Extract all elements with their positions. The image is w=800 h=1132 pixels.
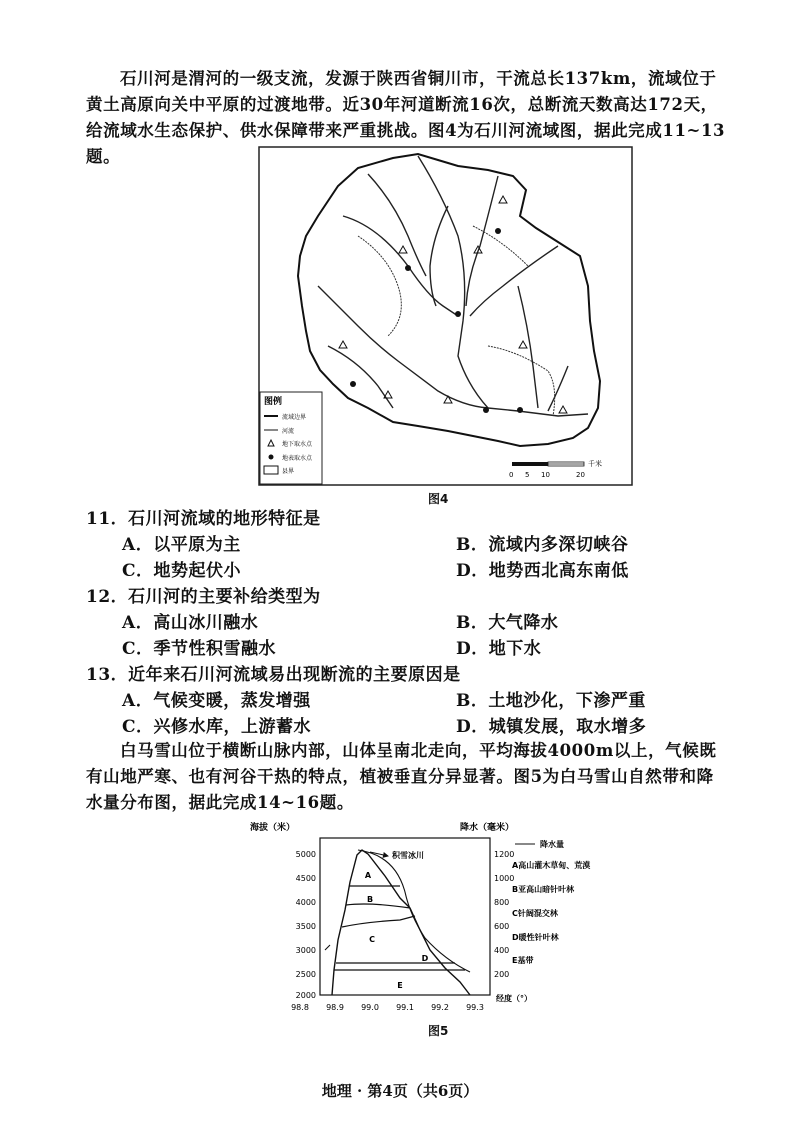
q12-option-a: A．高山冰川融水 (122, 613, 259, 633)
legend-zone-c: C针阔混交林 (512, 909, 558, 918)
zone-c: C (369, 935, 375, 944)
q11-option-c: C．地势起伏小 (122, 561, 242, 581)
x-tick-99.1: 99.1 (396, 1003, 414, 1012)
y-right-tick-1200: 1200 (494, 850, 515, 859)
legend-surface-water: 地表取水点 (282, 455, 313, 462)
q11-option-a: A．以平原为主 (122, 535, 241, 555)
q13-option-b: B．土地沙化，下渗严重 (456, 691, 646, 711)
y-left-tick-4000: 4000 (295, 898, 316, 907)
x-tick-99.2: 99.2 (431, 1003, 449, 1012)
passage-baima-snow-mountain: 白马雪山位于横断山脉内部，山体呈南北走向，平均海拔4000m以上，气候既有山地严寒、也有河谷干热的特点，植被垂直分异显著。图5为白马雪山自然带和降水量分布图，据此完成14~16题。 (86, 741, 717, 812)
figure-4-caption: 图4 (428, 492, 449, 506)
figure-4-map (258, 146, 633, 486)
question-12-stem: 12．石川河的主要补给类型为 (86, 587, 321, 607)
map-legend-title: 图例 (264, 397, 283, 407)
scale-tick-5: 5 (525, 471, 530, 479)
x-axis-title: 经度（°） (496, 994, 532, 1003)
y-right-title: 降水（毫米） (460, 823, 515, 833)
legend-zone-d: D暖性针叶林 (512, 933, 559, 942)
x-tick-98.9: 98.9 (326, 1003, 344, 1012)
question-11-stem: 11．石川河流域的地形特征是 (86, 509, 321, 529)
legend-zone-b: B亚高山暗针叶林 (512, 885, 575, 894)
q13-option-d: D．城镇发展，取水增多 (456, 717, 647, 737)
glacier-label: 积雪冰川 (392, 851, 424, 860)
legend-basin-boundary: 流域边界 (282, 414, 307, 421)
y-right-tick-800: 800 (494, 898, 510, 907)
figure-5-caption: 图5 (428, 1024, 449, 1038)
zone-a: A (364, 871, 372, 880)
y-left-tick-3000: 3000 (295, 946, 316, 955)
y-right-tick-600: 600 (494, 922, 510, 931)
page-footer: 地理 · 第4页（共6页） (321, 1082, 479, 1100)
y-left-title: 海拔（米） (250, 823, 296, 833)
legend-groundwater: 地下取水点 (282, 441, 313, 448)
question-13-stem: 13．近年来石川河流域易出现断流的主要原因是 (86, 665, 461, 685)
y-right-tick-200: 200 (494, 970, 510, 979)
q13-option-c: C．兴修水库，上游蓄水 (122, 717, 312, 737)
legend-zone-a: A高山灌木草甸、荒漠 (512, 861, 591, 870)
x-tick-99.0: 99.0 (361, 1003, 379, 1012)
q11-option-d: D．地势西北高东南低 (456, 561, 629, 581)
zone-b: B (366, 895, 374, 904)
q12-option-d: D．地下水 (456, 639, 542, 659)
y-left-tick-3500: 3500 (295, 922, 316, 931)
x-tick-99.3: 99.3 (466, 1003, 484, 1012)
scale-tick-10: 10 (541, 471, 550, 479)
figure-5-zonation-chart (250, 820, 660, 1020)
q11-option-b: B．流域内多深切峡谷 (456, 535, 629, 555)
y-left-tick-4500: 4500 (295, 874, 316, 883)
legend-river: 河流 (282, 428, 295, 435)
zone-d: D (421, 954, 429, 963)
q13-option-a: A．气候变暖，蒸发增强 (122, 691, 311, 711)
q12-option-c: C．季节性积雪融水 (122, 639, 277, 659)
scale-tick-20: 20 (576, 471, 585, 479)
x-tick-98.8: 98.8 (291, 1003, 309, 1012)
y-left-tick-2500: 2500 (295, 970, 316, 979)
scale-unit: 千米 (588, 460, 602, 468)
y-right-tick-400: 400 (494, 946, 510, 955)
y-left-tick-2000: 2000 (295, 991, 316, 1000)
zone-e: E (397, 981, 403, 990)
scale-tick-0: 0 (509, 471, 514, 479)
legend-zone-e: E基带 (512, 956, 534, 965)
y-left-tick-5000: 5000 (295, 850, 316, 859)
passage-shichuan: 石川河是渭河的一级支流，发源于陕西省铜川市，干流总长137km，流域位于黄土高原向关中平原的过渡地带。近30年河道断流16次，总断流天数高达172天，给流域水生态保护、供水保障带来严重挑战。图4为石川河流域图，据此完成11~13题。 (86, 69, 726, 166)
y-right-tick-1000: 1000 (494, 874, 515, 883)
legend-precipitation: 降水量 (540, 840, 564, 849)
legend-county: 县界 (282, 468, 295, 475)
q12-option-b: B．大气降水 (456, 613, 559, 633)
